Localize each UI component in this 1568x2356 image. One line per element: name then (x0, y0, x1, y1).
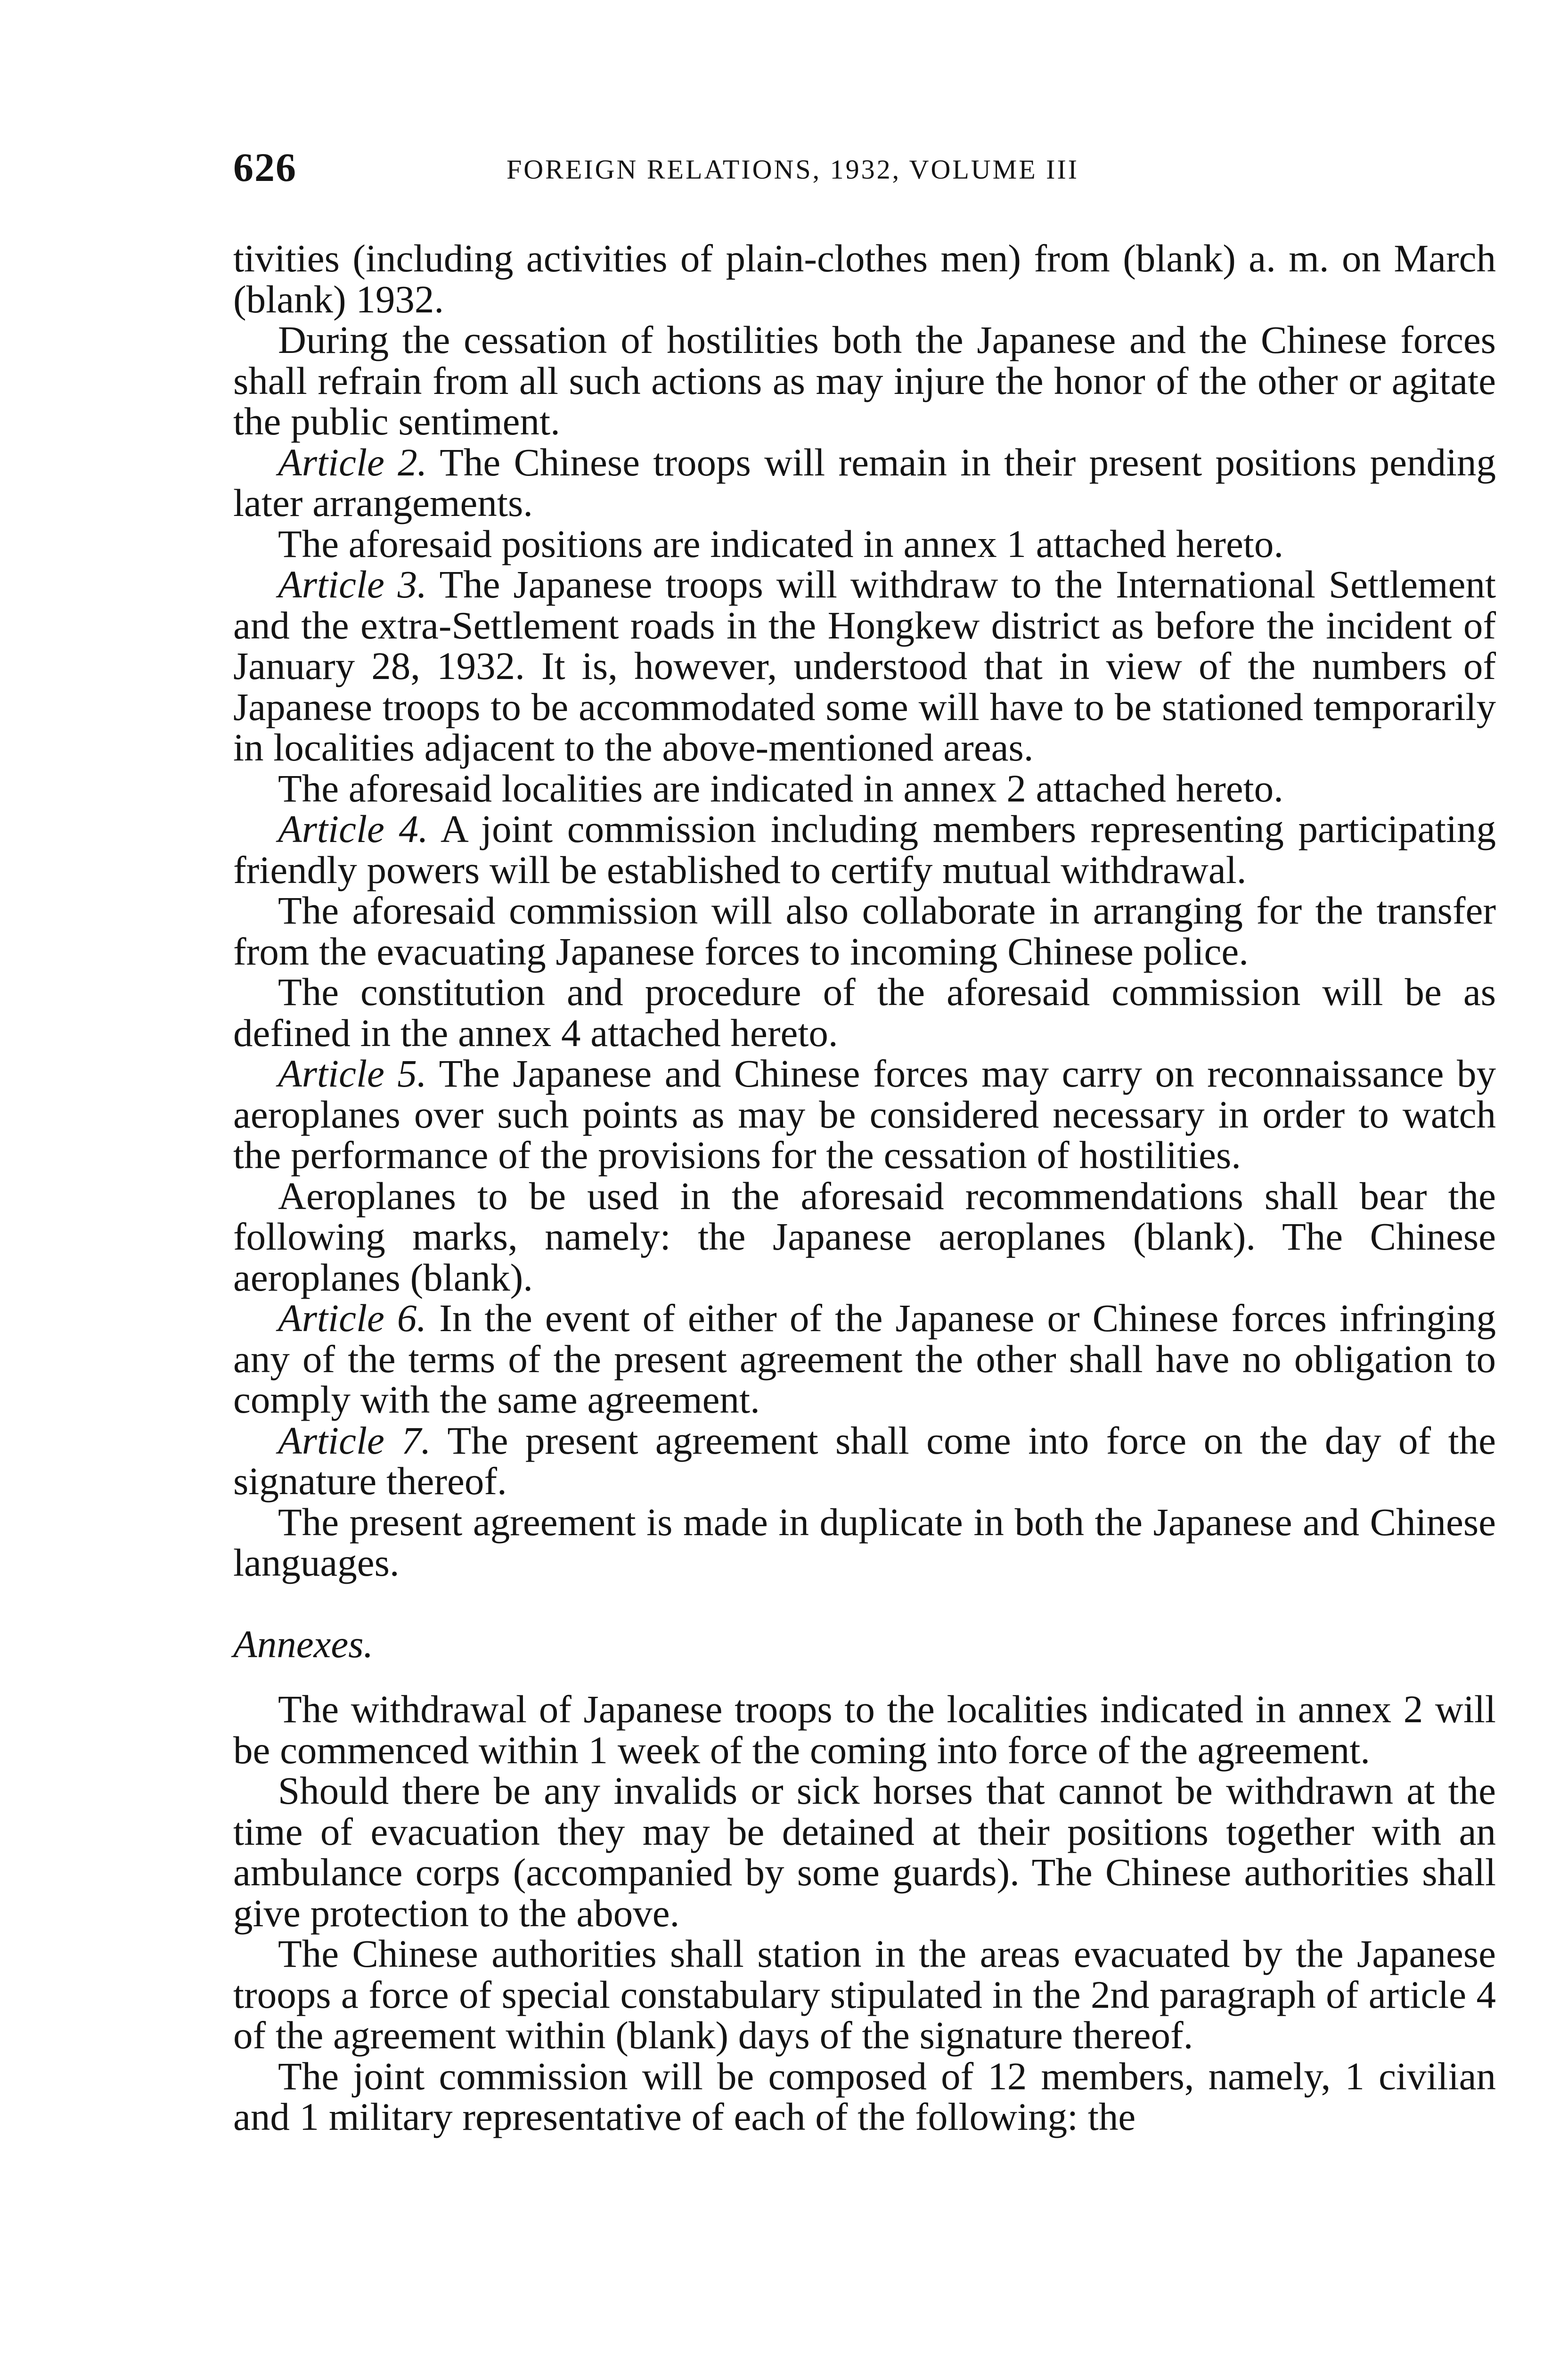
paragraph-text: A joint commission including members representing participating friendly powers will be established to certify mutual withdrawal. (233, 807, 1496, 892)
annex-paragraph (233, 1689, 1496, 1770)
paragraph-text: During the cessation of hostilities both the Japanese and the Chinese forces shall refrain from all such actions as may injure the honor of the other or agitate the public sentiment. (233, 318, 1496, 443)
paragraph (233, 1176, 1496, 1298)
running-title: FOREIGN RELATIONS, 1932, VOLUME III (506, 154, 1079, 185)
paragraph-text: The joint commission will be composed of 12 members, namely, 1 civilian and 1 military representative of each of the following: the (233, 2054, 1496, 2138)
paragraph (233, 890, 1496, 972)
paragraph-text: The present agreement is made in duplicate in both the Japanese and Chinese languages. (233, 1500, 1496, 1584)
paragraph-text: The aforesaid positions are indicated in annex 1 attached hereto. (278, 522, 1284, 565)
page-number: 626 (233, 145, 297, 190)
paragraph (233, 1502, 1496, 1583)
article-5 (233, 1053, 1496, 1176)
annexes-heading: Annexes. (233, 1622, 374, 1666)
article-label: Article 4. (278, 807, 428, 851)
paragraph-text: The aforesaid commission will also collaborate in arranging for the transfer from the evacuating Japanese forces to incoming Chinese police. (233, 889, 1496, 973)
running-head (233, 141, 1496, 193)
paragraph-text: tivities (including activities of plain-clothes men) from (blank) a. m. on March (blank) 1932. (233, 237, 1496, 321)
article-label: Article 5. (278, 1052, 427, 1095)
paragraph-text: Aeroplanes to be used in the aforesaid recommendations shall bear the following marks, namely: the Japanese aeroplanes (blank). The Chinese aeroplanes (blank). (233, 1174, 1496, 1299)
paragraph-text: The aforesaid localities are indicated in annex 2 attached hereto. (278, 766, 1283, 810)
paragraph (233, 238, 1496, 319)
paragraph-text: The Japanese and Chinese forces may carry on reconnaissance by aeroplanes over such points as may be considered necessary in order to watch the performance of the provisions for the cessation of hostilities. (233, 1052, 1496, 1177)
paragraph-text: In the event of either of the Japanese or Chinese forces infringing any of the terms of the present agreement the other shall have no obligation to comply with the same agreement. (233, 1296, 1496, 1421)
annex-paragraph (233, 1770, 1496, 1933)
paragraph-text: The constitution and procedure of the aforesaid commission will be as defined in the annex 4 attached hereto. (233, 970, 1496, 1055)
article-label: Article 7. (278, 1418, 431, 1462)
paragraph (233, 972, 1496, 1053)
paragraph-text: The Chinese authorities shall station in the areas evacuated by the Japanese troops a force of special constabulary stipulated in the 2nd paragraph of article 4 of the agreement within (blank) days of the signature thereof. (233, 1932, 1496, 2057)
article-6 (233, 1298, 1496, 1420)
paragraph (233, 524, 1496, 564)
annex-paragraph (233, 1933, 1496, 2056)
paragraph (233, 319, 1496, 442)
paragraph-text: The Chinese troops will remain in their present positions pending later arrangements. (233, 440, 1496, 524)
paragraph-text: Should there be any invalids or sick horses that cannot be withdrawn at the time of evacuation they may be detained at their positions together with an ambulance corps (accompanied by some guards). The Chinese authorities shall give protection to the above. (233, 1769, 1496, 1935)
paragraph (233, 768, 1496, 809)
article-7 (233, 1420, 1496, 1502)
article-label: Article 3. (278, 563, 427, 606)
paragraph-text: The Japanese troops will withdraw to the International Settlement and the extra-Settlement roads in the Hongkew district as before the incident of January 28, 1932. It is, however, understood that in view of the numbers of Japanese troops to be accommodated some will have to be stationed temporarily in localities adjacent to the above-mentioned areas. (233, 563, 1496, 769)
article-4 (233, 809, 1496, 890)
body-text (233, 238, 1496, 2137)
article-3 (233, 564, 1496, 768)
article-2 (233, 442, 1496, 524)
paragraph-text: The present agreement shall come into force on the day of the signature thereof. (233, 1418, 1496, 1503)
article-label: Article 2. (278, 440, 427, 484)
article-label: Article 6. (278, 1296, 427, 1340)
annex-paragraph (233, 2056, 1496, 2137)
paragraph-text: The withdrawal of Japanese troops to the localities indicated in annex 2 will be commenced within 1 week of the coming into force of the agreement. (233, 1687, 1496, 1772)
